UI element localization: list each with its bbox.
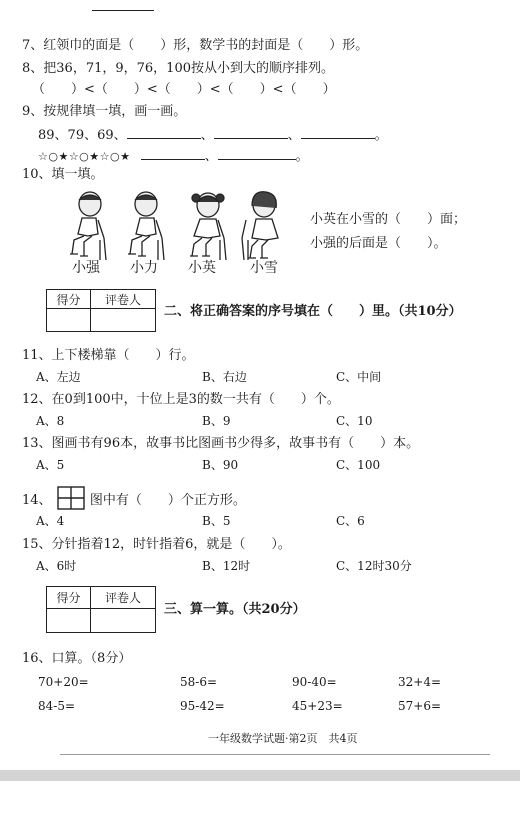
q9-shape-sequence: ☆○★☆○★☆○★ bbox=[38, 150, 131, 163]
section3-score-cell[interactable] bbox=[47, 609, 91, 633]
q10-text: 10、填一填。 bbox=[22, 167, 104, 182]
q16-text: 16、口算。（8分） bbox=[22, 651, 132, 666]
q12-option-c[interactable]: C、10 bbox=[336, 414, 373, 428]
q13-option-b[interactable]: B、90 bbox=[202, 458, 239, 472]
kid-xiaoli-illustration bbox=[120, 190, 176, 262]
q15-text: 15、分针指着12，时针指着6，就是（ ）。 bbox=[22, 537, 291, 552]
q13-text: 13、图画书有96本，故事书比图画书少得多，故事书有（ ）本。 bbox=[22, 436, 420, 451]
section3-grader-cell[interactable] bbox=[90, 609, 155, 633]
q9-sep-2: 、 bbox=[287, 128, 301, 143]
top-rule bbox=[92, 10, 154, 11]
q16-problem[interactable]: 57+6= bbox=[398, 699, 442, 713]
kid-xiaoying-illustration bbox=[180, 190, 236, 262]
q12-option-b[interactable]: B、9 bbox=[202, 414, 231, 428]
kid-name-xiaoxue: 小雪 bbox=[250, 260, 278, 276]
section3-score-table bbox=[46, 586, 156, 633]
q8-blanks: （ ）<（ ）<（ ）<（ ）<（ ） bbox=[32, 82, 336, 97]
q16-problem[interactable]: 84-5= bbox=[38, 699, 76, 713]
q9-sequence-row bbox=[38, 126, 388, 144]
q8-text: 8、把36，71，9，76，100按从小到大的顺序排列。 bbox=[22, 61, 334, 76]
q15-option-c[interactable]: C、12时30分 bbox=[336, 559, 412, 573]
q9-blank-3[interactable] bbox=[301, 126, 375, 139]
section3-title: 三、算一算。（共20分） bbox=[164, 602, 306, 617]
q9-sep-1: 、 bbox=[200, 128, 214, 143]
grid-square-figure bbox=[57, 486, 85, 510]
section3-grader-label: 评卷人 bbox=[90, 587, 155, 609]
q9-blank-4[interactable] bbox=[141, 147, 205, 160]
q14-row bbox=[22, 486, 246, 510]
q9-seq1: 89、79、69、 bbox=[38, 128, 127, 143]
q15-option-b[interactable]: B、12时 bbox=[202, 559, 251, 573]
q11-text: 11、上下楼梯靠（ ）行。 bbox=[22, 348, 195, 363]
q11-option-c[interactable]: C、中间 bbox=[336, 370, 382, 384]
q9-text: 9、按规律填一填，画一画。 bbox=[22, 104, 187, 119]
q9-sep-3: 、 bbox=[204, 149, 218, 164]
q10-line-2: 小强的后面是（ ）。 bbox=[310, 236, 447, 251]
q14-option-a[interactable]: A、4 bbox=[36, 514, 65, 528]
section2-score-label: 得分 bbox=[47, 290, 91, 309]
section2-title: 二、将正确答案的序号填在（ ）里。（共10分） bbox=[164, 304, 462, 319]
page-footer: 一年级数学试题·第2页 共4页 bbox=[208, 732, 358, 745]
q9-end-2: 。 bbox=[295, 149, 309, 164]
q9-blank-1[interactable] bbox=[127, 126, 201, 139]
q13-option-c[interactable]: C、100 bbox=[336, 458, 381, 472]
q10-line-1: 小英在小雪的（ ）面； bbox=[310, 212, 467, 227]
q11-option-a[interactable]: A、左边 bbox=[36, 370, 81, 384]
kid-name-xiaoying: 小英 bbox=[188, 260, 216, 276]
page-gap-band bbox=[0, 770, 520, 781]
q7-text: 7、红领巾的面是（ ）形，数学书的封面是（ ）形。 bbox=[22, 38, 369, 53]
q12-text: 12、在0到100中，十位上是3的数一共有（ ）个。 bbox=[22, 392, 340, 407]
q15-option-a[interactable]: A、6时 bbox=[36, 559, 77, 573]
q16-problem[interactable]: 32+4= bbox=[398, 675, 442, 689]
q9-blank-5[interactable] bbox=[218, 147, 296, 160]
q9-blank-2[interactable] bbox=[214, 126, 288, 139]
q16-problem[interactable]: 45+23= bbox=[292, 699, 343, 713]
q16-problem[interactable]: 90-40= bbox=[292, 675, 337, 689]
q16-problem[interactable]: 95-42= bbox=[180, 699, 225, 713]
section2-score-cell[interactable] bbox=[47, 309, 91, 332]
q16-problem[interactable]: 58-6= bbox=[180, 675, 218, 689]
q12-option-a[interactable]: A、8 bbox=[36, 414, 65, 428]
kid-xiaoxue-illustration bbox=[240, 190, 296, 262]
q16-problem[interactable]: 70+20= bbox=[38, 675, 89, 689]
q14-prefix: 14、 bbox=[22, 493, 52, 508]
kid-name-xiaoqiang: 小强 bbox=[72, 260, 100, 276]
q14-option-c[interactable]: C、6 bbox=[336, 514, 365, 528]
q13-option-a[interactable]: A、5 bbox=[36, 458, 65, 472]
kid-xiaoqiang-illustration bbox=[60, 190, 116, 262]
q9-end-1: 。 bbox=[374, 128, 388, 143]
section2-grader-cell[interactable] bbox=[90, 309, 155, 332]
q14-suffix: 图中有（ ）个正方形。 bbox=[89, 493, 246, 508]
section3-score-label: 得分 bbox=[47, 587, 91, 609]
section2-score-table bbox=[46, 289, 156, 332]
kid-name-xiaoli: 小力 bbox=[130, 260, 158, 276]
section2-grader-label: 评卷人 bbox=[90, 290, 155, 309]
q9-shape-row bbox=[38, 147, 309, 165]
q11-option-b[interactable]: B、右边 bbox=[202, 370, 247, 384]
q14-option-b[interactable]: B、5 bbox=[202, 514, 231, 528]
footer-rule bbox=[60, 754, 490, 755]
